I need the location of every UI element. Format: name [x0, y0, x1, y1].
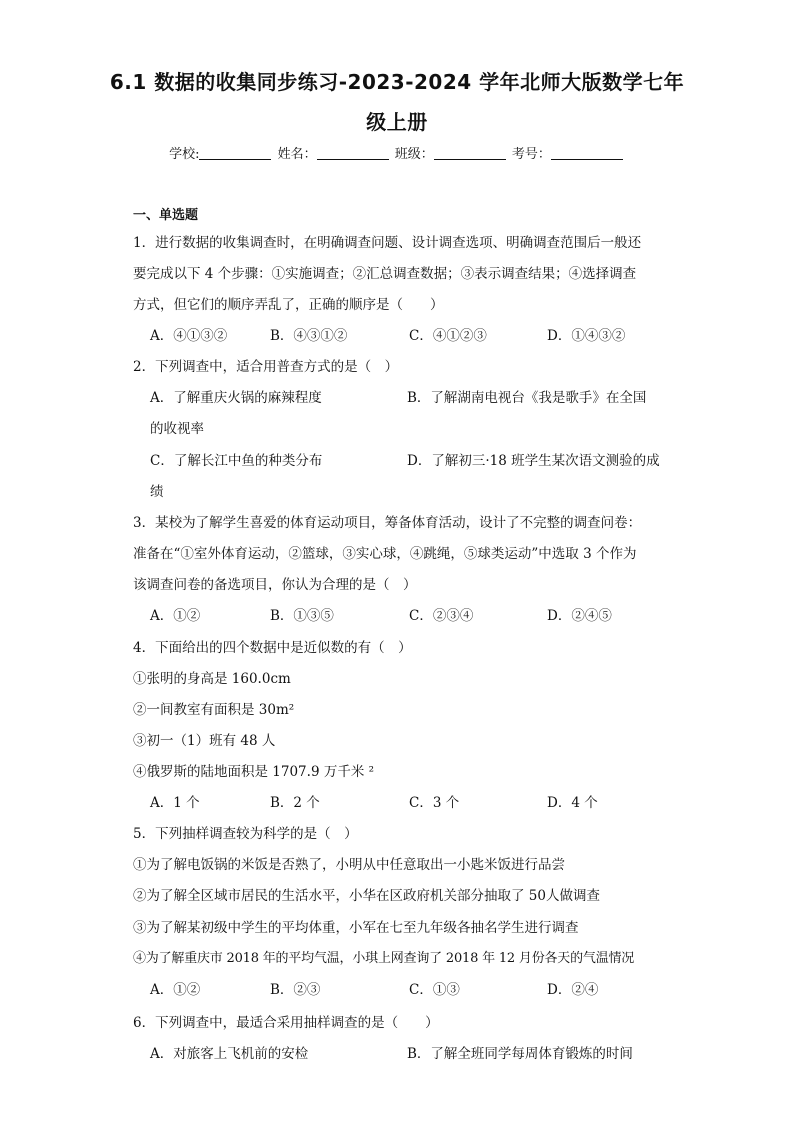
- name-blank: [317, 145, 389, 160]
- q5-item-3: ③为了解某初级中学生的平均体重，小军在七至九年级各抽名学生进行调查: [133, 920, 579, 936]
- q3-stem-line1: 3．某校为了解学生喜爱的体育运动项目，筹备体育活动，设计了不完整的调查问卷：: [133, 515, 642, 531]
- student-info-row: [0, 145, 794, 164]
- q4-option-b: B．2 个: [270, 795, 320, 811]
- q5-stem: 5．下列抽样调查较为科学的是（ ）: [133, 826, 358, 842]
- q3-option-a: A．①②: [150, 608, 201, 624]
- number-blank: [551, 145, 623, 160]
- q1-stem-line2: 要完成以下 4 个步骤：①实施调查；②汇总调查数据；③表示调查结果；④选择调查: [133, 266, 637, 282]
- q4-item-3: ③初一（1）班有 48 人: [133, 733, 276, 749]
- q6-option-a: A．对旅客上飞机前的安检: [150, 1046, 309, 1062]
- q4-item-4: ④俄罗斯的陆地面积是 1707.9 万千米 ²: [133, 764, 375, 780]
- q3-stem-line2: 准备在“①室外体育运动，②篮球，③实心球，④跳绳，⑤球类运动”中选取 3 个作为: [133, 546, 637, 562]
- school-label: 学校:: [169, 147, 200, 162]
- class-blank: [434, 145, 506, 160]
- q1-stem-line1: 1．进行数据的收集调查时，在明确调查问题、设计调查选项、明确调查范围后一般还: [133, 235, 642, 251]
- q4-option-c: C．3 个: [409, 795, 460, 811]
- q5-item-1: ①为了解电饭锅的米饭是否熟了，小明从中任意取出一小匙米饭进行品尝: [133, 857, 565, 873]
- q6-option-b: B．了解全班同学每周体育锻炼的时间: [407, 1046, 633, 1062]
- q2-option-b: B．了解湖南电视台《我是歌手》在全国: [407, 390, 647, 406]
- q5-option-c: C．①③: [409, 982, 460, 998]
- q2-option-b-continued: 的收视率: [150, 421, 204, 437]
- q1-option-a: A．④①③②: [150, 328, 228, 344]
- q2-option-a: A．了解重庆火锅的麻辣程度: [150, 390, 322, 406]
- q5-option-b: B．②③: [270, 982, 321, 998]
- q1-option-d: D．①④③②: [547, 328, 626, 344]
- q5-option-d: D．②④: [547, 982, 599, 998]
- q2-option-d-continued: 绩: [150, 484, 164, 500]
- q5-item-2: ②为了解全区域市居民的生活水平，小华在区政府机关部分抽取了 50人做调查: [133, 888, 600, 904]
- q1-stem-line3: 方式，但它们的顺序弄乱了，正确的顺序是（ ）: [133, 297, 444, 313]
- q3-option-c: C．②③④: [409, 608, 474, 624]
- q2-stem: 2．下列调查中，适合用普查方式的是（ ）: [133, 359, 399, 375]
- q4-item-2: ②一间教室有面积是 30m²: [133, 702, 295, 718]
- page-title: 6.1 数据的收集同步练习-2023-2024 学年北师大版数学七年: [109, 70, 685, 94]
- section-heading: 一、单选题: [133, 208, 199, 223]
- q5-item-4: ④为了解重庆市 2018 年的平均气温，小琪上网查询了 2018 年 12 月份各天的气温情况: [133, 951, 635, 966]
- q1-option-c: C．④①②③: [409, 328, 487, 344]
- q5-option-a: A．①②: [150, 982, 201, 998]
- q6-stem: 6．下列调查中，最适合采用抽样调查的是（ ）: [133, 1015, 439, 1031]
- q1-option-b: B．④③①②: [270, 328, 348, 344]
- q4-stem: 4．下面给出的四个数据中是近似数的有（ ）: [133, 640, 412, 656]
- q4-item-1: ①张明的身高是 160.0cm: [133, 671, 291, 687]
- number-label: 考号：: [511, 147, 551, 162]
- school-blank: [199, 145, 271, 160]
- q4-option-d: D．4 个: [547, 795, 598, 811]
- q3-option-b: B．①③⑤: [270, 608, 334, 624]
- page-title-continued: 级上册: [366, 110, 428, 134]
- q2-option-d: D．了解初三·18 班学生某次语文测验的成: [407, 453, 660, 469]
- q3-stem-line3: 该调查问卷的备选项目，你认为合理的是（ ）: [133, 577, 417, 593]
- q2-option-c: C．了解长江中鱼的种类分布: [150, 453, 323, 469]
- q4-option-a: A．1 个: [150, 795, 200, 811]
- name-label: 姓名：: [277, 147, 317, 162]
- q3-option-d: D．②④⑤: [547, 608, 612, 624]
- class-label: 班级：: [394, 147, 434, 162]
